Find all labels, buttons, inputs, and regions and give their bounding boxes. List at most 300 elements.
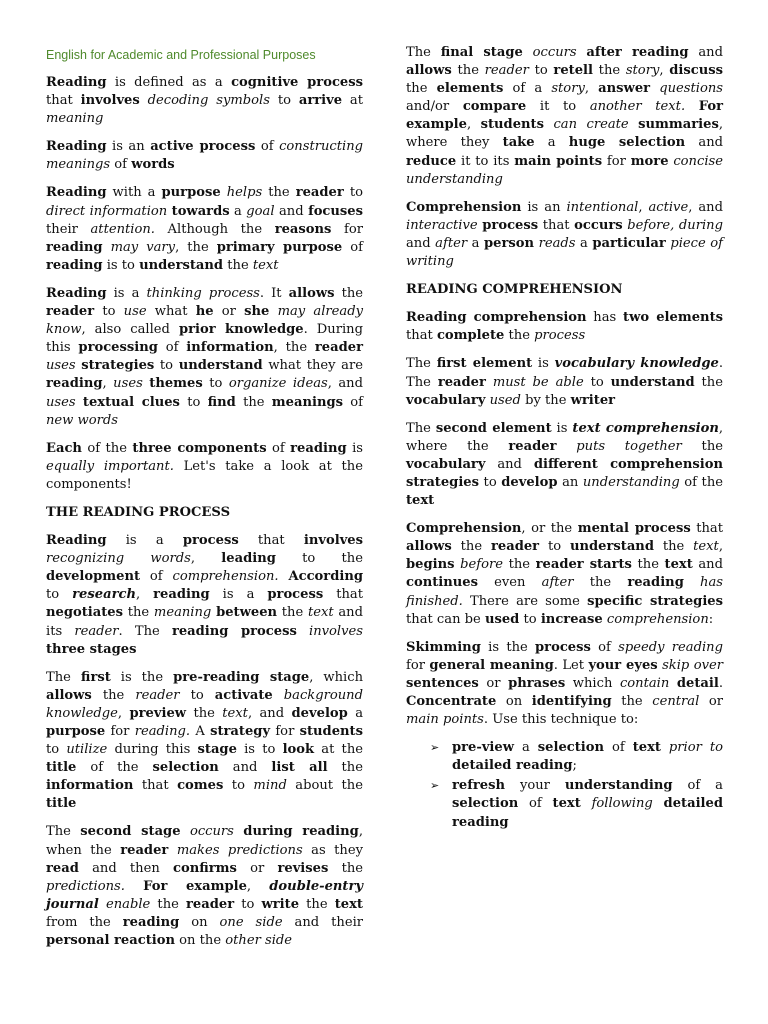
text-run	[269, 304, 277, 319]
text-run: students	[480, 117, 544, 133]
text-run: is defined as a	[106, 75, 232, 90]
text-run: According	[288, 569, 363, 585]
text-run: reading	[46, 239, 103, 255]
text-run: must be able	[492, 374, 584, 390]
text-run: to the	[275, 551, 363, 567]
text-run: which	[565, 675, 620, 691]
text-run: your eyes	[588, 657, 658, 673]
text-run: selection	[537, 740, 605, 756]
paragraph	[46, 669, 363, 814]
text-run: questions	[659, 81, 723, 97]
text-run: and their	[282, 914, 364, 930]
text-run: reader	[437, 374, 486, 390]
text-run: vocabulary	[406, 392, 486, 408]
text-run: reading	[122, 914, 180, 930]
text-run: . The	[118, 623, 172, 639]
text-run: retell	[553, 63, 593, 79]
text-run: goal	[246, 203, 275, 219]
paragraph	[406, 520, 723, 629]
text-run: activate	[214, 687, 273, 703]
text-run: and	[685, 135, 724, 151]
text-run: the	[681, 438, 724, 454]
text-run: of a	[672, 778, 723, 794]
text-run: for	[406, 657, 430, 673]
text-run: two elements	[623, 310, 723, 326]
text-run: for	[331, 221, 363, 237]
text-run	[103, 240, 111, 255]
text-run: detailed reading	[452, 796, 723, 830]
text-run: . Let	[553, 657, 589, 673]
text-run: that can be	[406, 611, 485, 627]
text-run: ,	[135, 587, 154, 603]
text-run: is to	[102, 257, 140, 273]
text-run: he	[195, 304, 214, 320]
text-run: identifying	[531, 694, 612, 709]
text-run: Reading	[46, 185, 107, 201]
text-run: of the	[81, 440, 133, 456]
text-run: during reading	[243, 824, 359, 840]
text-run: the	[277, 605, 308, 621]
text-run: , and	[247, 705, 292, 721]
text-run: primary purpose	[216, 239, 343, 255]
text-run: the	[299, 896, 335, 912]
text-run: the	[406, 81, 437, 97]
text-run: their	[46, 221, 91, 237]
text-run: process	[267, 587, 324, 603]
list-item	[430, 777, 723, 831]
text-run: reader	[135, 687, 180, 703]
text-run: occurs	[574, 217, 623, 233]
text-run: refresh	[452, 778, 505, 794]
text-run: prior to	[668, 740, 723, 756]
text-run	[629, 117, 638, 132]
text-run: second stage	[80, 824, 181, 840]
text-run: begins	[406, 557, 455, 573]
text-run: first element	[436, 356, 533, 372]
text-run: speedy reading	[618, 639, 723, 655]
text-run: constructing meanings	[46, 139, 364, 173]
text-run: ,	[102, 376, 114, 392]
text-run	[273, 688, 284, 703]
text-run: used	[484, 611, 520, 627]
text-run: ,	[718, 539, 723, 555]
text-run: may already know	[46, 304, 363, 338]
text-run: organize ideas	[228, 376, 328, 392]
text-run: There are some	[462, 593, 588, 609]
text-run: central	[652, 694, 700, 709]
text-run: process	[182, 533, 239, 549]
text-run: ,	[659, 63, 670, 79]
text-run: reader starts	[535, 557, 632, 573]
list-item	[430, 739, 723, 775]
text-run: to	[528, 63, 554, 79]
text-run: Concentrate	[406, 694, 497, 709]
text-run: focuses	[308, 203, 363, 219]
text-run: development	[46, 569, 141, 585]
text-run: enable	[106, 896, 151, 912]
text-run: , the	[273, 340, 315, 356]
text-run: the	[123, 605, 154, 621]
text-run: stage	[197, 742, 237, 758]
text-run: attention.	[90, 221, 155, 237]
right-column	[406, 44, 723, 834]
text-run: for	[270, 724, 300, 739]
text-run: three stages	[46, 641, 137, 657]
text-run: of	[255, 139, 280, 155]
text-run: Each	[46, 440, 82, 456]
text-run: to	[46, 587, 73, 603]
text-run: can create	[553, 117, 629, 133]
text-run: the	[451, 63, 485, 79]
text-run	[653, 796, 664, 811]
text-run: answer	[598, 81, 651, 97]
text-run: the	[150, 896, 186, 912]
text-run: of	[110, 157, 132, 173]
text-run	[650, 81, 659, 96]
text-run: to	[234, 896, 262, 912]
text-run: huge selection	[568, 135, 686, 151]
text-run: direct information	[46, 203, 168, 219]
text-run: person	[484, 235, 535, 251]
text-run: . The	[406, 356, 724, 390]
text-run	[556, 439, 576, 454]
text-run: Reading	[46, 285, 107, 301]
text-run: and	[218, 760, 272, 776]
text-run: strategies	[81, 358, 155, 374]
text-run: take	[502, 135, 535, 151]
text-run: ,	[638, 199, 649, 215]
text-run: helps	[226, 185, 263, 201]
text-run: is	[551, 420, 573, 436]
text-run: of	[590, 639, 619, 655]
text-run: more	[630, 153, 669, 169]
text-run: it to its	[456, 153, 515, 169]
text-run: of	[266, 440, 291, 456]
paragraph	[406, 639, 723, 729]
text-run: text	[334, 896, 363, 912]
text-run: develop	[291, 705, 348, 721]
text-run	[125, 879, 143, 894]
text-run: that	[406, 328, 437, 344]
text-run: , when the	[46, 824, 363, 858]
paragraph	[46, 74, 363, 128]
text-run: allows	[406, 63, 452, 79]
text-run: or	[236, 860, 278, 876]
text-run: main points	[406, 712, 484, 728]
text-run: Comprehension	[406, 521, 522, 537]
text-run: the	[91, 687, 136, 703]
text-run: of	[518, 796, 553, 812]
text-run: the	[694, 374, 723, 390]
paragraph	[406, 199, 723, 271]
text-run: involves	[303, 533, 364, 549]
text-run: Reading	[46, 139, 107, 155]
paragraph	[46, 440, 363, 494]
text-run: ,	[190, 551, 222, 567]
text-run: look	[282, 742, 315, 758]
text-run: a	[467, 235, 484, 251]
text-run	[140, 93, 148, 108]
text-run: is	[346, 440, 363, 456]
arrow-bullet-icon: ➢	[430, 741, 440, 755]
text-run: arrive	[298, 93, 343, 109]
text-run: understanding	[582, 474, 680, 490]
text-run: reading	[627, 575, 684, 591]
text-run: text	[664, 557, 693, 573]
text-run: active process	[150, 139, 256, 155]
text-run: has	[586, 310, 624, 326]
text-run: allows	[406, 539, 452, 555]
text-run: prior knowledge	[178, 322, 304, 338]
paragraph	[46, 532, 363, 659]
text-run: A	[190, 724, 211, 739]
text-run: mental process	[577, 521, 691, 537]
text-run: involves	[80, 93, 140, 109]
text-run: leading	[221, 551, 276, 567]
text-run: a	[229, 203, 247, 219]
text-run: it to	[526, 99, 590, 115]
text-run: a	[534, 135, 569, 151]
text-run: story	[551, 81, 585, 97]
text-run: summaries	[638, 117, 719, 133]
text-run: text	[552, 796, 581, 812]
text-run: comes	[177, 778, 224, 794]
text-run: vocabulary	[406, 456, 486, 472]
text-run: the	[327, 760, 363, 776]
text-run: themes	[149, 376, 203, 392]
text-run: detailed reading	[452, 758, 573, 774]
text-run: continues	[406, 575, 478, 591]
text-run: and its	[46, 605, 363, 639]
text-run: utilize	[66, 742, 108, 758]
text-run	[523, 45, 533, 60]
text-run: to	[202, 376, 229, 392]
text-run: reader	[314, 340, 364, 356]
text-run: ,	[584, 81, 599, 97]
text-run: towards	[171, 203, 230, 219]
text-run: to	[154, 358, 179, 374]
section-heading	[406, 281, 723, 299]
text-run: textual clues	[82, 394, 180, 410]
text-run: new words	[46, 412, 119, 428]
text-run: with a	[106, 185, 162, 201]
text-run: , where they	[406, 117, 723, 151]
text-run: pre-reading stage	[173, 669, 310, 685]
bullet-list	[406, 739, 723, 831]
text-run: and	[406, 235, 436, 251]
paragraph	[406, 355, 723, 409]
text-run: For example	[406, 99, 723, 133]
text-run: reader	[186, 896, 235, 912]
text-run: and then	[78, 860, 174, 876]
text-run	[581, 796, 592, 811]
text-run: at the	[314, 742, 363, 758]
text-run: story	[625, 63, 660, 79]
text-run: information	[46, 778, 134, 794]
text-run: before, during	[627, 217, 723, 233]
text-run: active	[648, 199, 689, 215]
text-run: sentences	[406, 675, 479, 691]
text-run: to	[179, 687, 215, 703]
text-run: understand	[139, 257, 224, 273]
text-run: reader	[484, 63, 529, 79]
text-run: , which	[309, 669, 364, 685]
text-run: text	[222, 705, 248, 721]
text-run: uses	[113, 376, 143, 392]
text-run: purpose	[46, 724, 106, 739]
text-run: for	[105, 724, 135, 739]
text-run: has finished.	[406, 575, 723, 609]
text-run: preview	[129, 705, 187, 721]
text-run: pre-view	[452, 740, 515, 756]
text-run: an	[557, 474, 583, 490]
text-run: to	[223, 778, 254, 794]
text-run: the	[631, 557, 665, 573]
text-run: Comprehension	[406, 199, 522, 215]
text-run: reading	[153, 587, 210, 603]
text-run: even	[478, 575, 542, 591]
text-run: confirms	[173, 860, 237, 876]
text-run: to	[343, 185, 363, 201]
text-run: that	[690, 521, 723, 537]
text-run: phrases	[508, 675, 566, 691]
text-run: ,	[246, 878, 270, 894]
text-run: what	[146, 304, 196, 320]
text-run: that	[238, 533, 304, 549]
text-run: double-entry journal	[46, 878, 363, 912]
paragraph	[46, 285, 363, 430]
text-run: processing	[78, 340, 158, 356]
text-run: comprehension	[606, 611, 709, 627]
text-run: develop	[501, 474, 558, 490]
text-run: that	[46, 93, 81, 109]
text-run: process	[535, 639, 591, 655]
text-run: meanings	[271, 394, 343, 410]
text-run: reads	[538, 235, 576, 251]
text-run: as they	[302, 842, 363, 858]
text-run: reduce	[406, 153, 457, 169]
text-run: and	[692, 557, 723, 573]
text-run: general meaning	[429, 657, 554, 673]
text-run: selection	[152, 760, 219, 776]
text-run: the	[262, 185, 296, 201]
text-run: reading	[46, 376, 103, 392]
text-run: that	[133, 778, 178, 794]
text-run	[168, 843, 176, 858]
text-run: and/or	[406, 99, 463, 115]
text-run: and	[274, 203, 309, 219]
text-run: process	[482, 217, 539, 233]
paragraph	[406, 309, 723, 345]
text-run: Reading comprehension	[406, 310, 587, 326]
text-run	[76, 395, 83, 410]
text-run: allows	[288, 285, 335, 301]
text-run: reader	[490, 539, 540, 555]
text-run: equally important.	[46, 458, 174, 474]
text-run: or	[699, 694, 723, 709]
text-run: to	[583, 374, 611, 390]
text-run: words	[131, 157, 175, 173]
text-run: a	[514, 740, 538, 756]
text-run: she	[244, 304, 270, 320]
document-header: English for Academic and Professional Purposes	[46, 48, 316, 62]
text-run: , or the	[521, 521, 578, 537]
text-run: meaning	[46, 111, 104, 127]
text-run: , also called	[81, 322, 179, 338]
text-run: puts together	[576, 438, 682, 454]
text-run: to	[179, 394, 208, 410]
text-run: ,	[117, 705, 130, 721]
text-run: after	[541, 575, 574, 591]
text-run: Reading	[46, 533, 107, 549]
text-run: one side	[219, 914, 283, 930]
text-run: on the	[175, 933, 226, 949]
text-run: use	[123, 304, 147, 320]
text-run: skip over	[662, 657, 723, 673]
text-run: :	[708, 611, 714, 627]
paragraph	[406, 44, 723, 189]
text-run: after reading	[586, 45, 689, 60]
section-heading	[46, 504, 363, 522]
text-run: occurs	[189, 824, 234, 840]
text-run: contain	[619, 675, 670, 691]
text-run: first	[80, 669, 111, 685]
text-run: meaning	[153, 605, 212, 621]
text-run: another text.	[589, 99, 686, 115]
text-run: that	[323, 587, 363, 603]
text-run	[684, 575, 700, 590]
text-run: understand	[178, 358, 263, 374]
text-run: second element	[435, 420, 552, 436]
text-run: Skimming	[406, 639, 481, 655]
text-run: interactive	[406, 217, 478, 233]
text-run: your	[504, 778, 565, 794]
text-run: to	[539, 539, 570, 555]
text-run	[99, 897, 106, 912]
text-run: by the	[520, 392, 571, 408]
text-run: three components	[132, 440, 267, 456]
text-run: reader	[46, 304, 95, 320]
text-run: allows	[46, 687, 92, 703]
text-run: students	[299, 724, 363, 739]
text-run: discuss	[669, 63, 723, 79]
text-run: read	[46, 860, 79, 876]
text-run: ,	[466, 117, 481, 133]
text-run: find	[207, 394, 236, 410]
text-run: reader	[508, 438, 557, 454]
text-run: main points	[514, 153, 603, 169]
text-run	[669, 676, 677, 691]
text-run: revises	[277, 860, 329, 876]
text-run: research	[72, 587, 136, 603]
text-run: of the	[679, 474, 723, 490]
text-run: the	[592, 63, 626, 79]
text-run: reasons	[274, 221, 332, 237]
text-run: piece of writing	[406, 235, 724, 270]
text-run: is	[532, 356, 555, 372]
text-run: of	[342, 239, 363, 255]
text-run: . During this	[46, 322, 363, 356]
text-run: during this	[107, 742, 198, 758]
text-run: final stage	[440, 45, 523, 60]
text-run: The	[406, 45, 441, 60]
text-run: ;	[572, 758, 577, 774]
text-run: specific strategies	[587, 593, 723, 609]
text-run: , and	[688, 199, 723, 215]
text-run: thinking process	[146, 285, 260, 301]
text-run: understanding	[564, 778, 673, 794]
text-run: is an	[106, 139, 151, 155]
